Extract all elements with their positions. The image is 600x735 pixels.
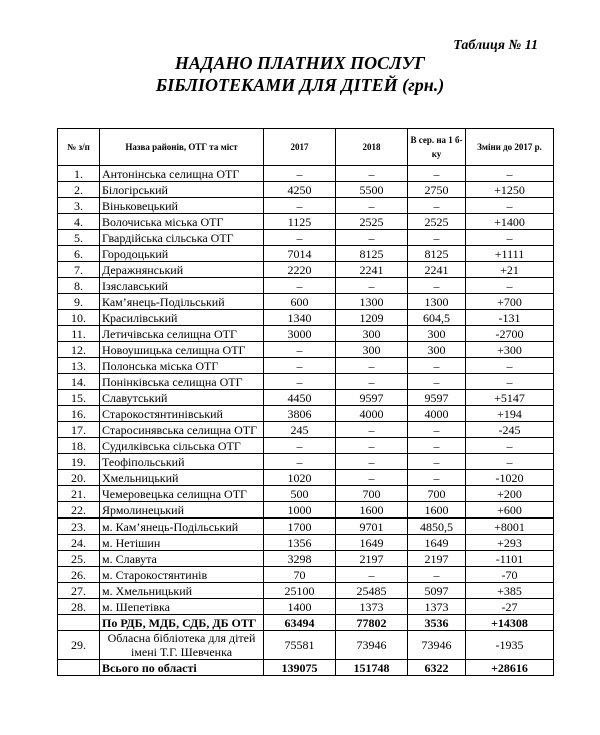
cell-num: 20. (58, 470, 100, 486)
table-row (58, 262, 554, 278)
cell-y2018: 9701 (336, 518, 408, 535)
cell-num: 4. (58, 214, 100, 230)
cell-avg: 1373 (408, 599, 466, 615)
total-avg: 6322 (408, 660, 466, 676)
cell-y2017: 3806 (264, 406, 336, 422)
cell-num: 27. (58, 583, 100, 599)
regional-avg: 73946 (408, 631, 466, 660)
cell-name: Полонська міська ОТГ (100, 358, 264, 374)
table-row (58, 198, 554, 214)
cell-avg: – (408, 567, 466, 583)
cell-y2017: – (264, 438, 336, 454)
table-row (58, 551, 554, 567)
table-row (58, 486, 554, 502)
cell-avg: 1649 (408, 535, 466, 551)
table-row (58, 230, 554, 246)
cell-y2018: – (336, 454, 408, 470)
cell-change: -2700 (466, 326, 554, 342)
cell-avg: – (408, 470, 466, 486)
cell-change: -27 (466, 599, 554, 615)
table-number: Таблиця № 11 (453, 38, 538, 53)
cell-change: – (466, 166, 554, 182)
cell-y2018: 700 (336, 486, 408, 502)
cell-avg: 2750 (408, 182, 466, 198)
table-row (58, 518, 554, 535)
col-header-avg: В сер. на 1 б-ку (408, 129, 466, 166)
cell-y2017: 500 (264, 486, 336, 502)
title-line-2: БІБЛІОТЕКАМИ ДЛЯ ДІТЕЙ (грн.) (155, 75, 445, 95)
cell-y2017: 4250 (264, 182, 336, 198)
cell-y2017: 1700 (264, 518, 336, 535)
table-row (58, 422, 554, 438)
cell-change: +600 (466, 502, 554, 519)
cell-avg: – (408, 166, 466, 182)
cell-num: 17. (58, 422, 100, 438)
cell-name: Ярмолинецький (100, 502, 264, 519)
cell-name: Білогірський (100, 182, 264, 198)
cell-y2017: 600 (264, 294, 336, 310)
cell-avg: 2241 (408, 262, 466, 278)
cell-change: +8001 (466, 518, 554, 535)
cell-avg: 604,5 (408, 310, 466, 326)
cell-name: Деражнянський (100, 262, 264, 278)
cell-name: м. Кам’янець-Подільський (100, 518, 264, 535)
cell-avg: 300 (408, 326, 466, 342)
subtotal-num (58, 615, 100, 631)
subtotal-avg: 3536 (408, 615, 466, 631)
cell-num: 9. (58, 294, 100, 310)
col-header-name: Назва районів, ОТГ та міст (100, 129, 264, 166)
cell-y2017: – (264, 374, 336, 390)
cell-avg: – (408, 374, 466, 390)
table-row (58, 567, 554, 583)
total-2017: 139075 (264, 660, 336, 676)
table-row (58, 454, 554, 470)
cell-name: Старокостянтинівський (100, 406, 264, 422)
table-row (58, 358, 554, 374)
cell-name: Старосинявська селищна ОТГ (100, 422, 264, 438)
cell-avg: 2197 (408, 551, 466, 567)
cell-name: Теофіпольський (100, 454, 264, 470)
table-row (58, 390, 554, 406)
cell-name: м. Славута (100, 551, 264, 567)
table-row (58, 470, 554, 486)
cell-avg: – (408, 438, 466, 454)
cell-change: +293 (466, 535, 554, 551)
cell-num: 28. (58, 599, 100, 615)
cell-y2017: – (264, 230, 336, 246)
table-row (58, 214, 554, 230)
cell-y2017: 7014 (264, 246, 336, 262)
cell-change: -131 (466, 310, 554, 326)
cell-change: -245 (466, 422, 554, 438)
cell-name: Кам’янець-Подільський (100, 294, 264, 310)
cell-name: Летичівська селищна ОТГ (100, 326, 264, 342)
regional-change: -1935 (466, 631, 554, 660)
table-row (58, 294, 554, 310)
cell-y2018: 25485 (336, 583, 408, 599)
page-title (0, 52, 600, 96)
cell-change: -70 (466, 567, 554, 583)
subtotal-2017: 63494 (264, 615, 336, 631)
cell-num: 14. (58, 374, 100, 390)
cell-y2017: 4450 (264, 390, 336, 406)
col-header-num: № з/п (58, 129, 100, 166)
table-row (58, 182, 554, 198)
cell-avg: – (408, 198, 466, 214)
cell-y2018: 1300 (336, 294, 408, 310)
cell-y2018: 2241 (336, 262, 408, 278)
cell-num: 16. (58, 406, 100, 422)
cell-y2017: – (264, 358, 336, 374)
cell-avg: 700 (408, 486, 466, 502)
cell-avg: 1600 (408, 502, 466, 519)
cell-change: +1111 (466, 246, 554, 262)
cell-y2017: 1356 (264, 535, 336, 551)
cell-name: м. Хмельницький (100, 583, 264, 599)
cell-y2017: – (264, 454, 336, 470)
cell-num: 21. (58, 486, 100, 502)
regional-name: Обласна бібліотека для дітей імені Т.Г. Шевченка (100, 631, 264, 660)
cell-num: 22. (58, 502, 100, 519)
cell-num: 18. (58, 438, 100, 454)
cell-name: Славутський (100, 390, 264, 406)
cell-change: – (466, 438, 554, 454)
cell-y2018: 9597 (336, 390, 408, 406)
cell-avg: – (408, 454, 466, 470)
cell-y2017: 1340 (264, 310, 336, 326)
table-row (58, 374, 554, 390)
cell-y2018: 1600 (336, 502, 408, 519)
cell-change: +200 (466, 486, 554, 502)
subtotal-change: +14308 (466, 615, 554, 631)
table-header-row (58, 129, 554, 166)
cell-y2018: 4000 (336, 406, 408, 422)
cell-y2017: 1000 (264, 502, 336, 519)
cell-y2017: 245 (264, 422, 336, 438)
cell-y2018: – (336, 374, 408, 390)
cell-y2018: – (336, 422, 408, 438)
table-row (58, 342, 554, 358)
cell-y2018: – (336, 198, 408, 214)
cell-avg: – (408, 278, 466, 294)
subtotal-2018: 77802 (336, 615, 408, 631)
cell-y2018: 2197 (336, 551, 408, 567)
cell-num: 15. (58, 390, 100, 406)
cell-change: -1101 (466, 551, 554, 567)
cell-num: 26. (58, 567, 100, 583)
cell-y2018: 8125 (336, 246, 408, 262)
cell-num: 23. (58, 518, 100, 535)
col-header-2018: 2018 (336, 129, 408, 166)
cell-change: – (466, 278, 554, 294)
cell-name: Антонінська селищна ОТГ (100, 166, 264, 182)
cell-y2017: 1125 (264, 214, 336, 230)
regional-num: 29. (58, 631, 100, 660)
cell-change: – (466, 230, 554, 246)
table-row (58, 502, 554, 519)
cell-avg: 5097 (408, 583, 466, 599)
cell-name: м. Старокостянтинів (100, 567, 264, 583)
cell-y2018: – (336, 438, 408, 454)
table-row (58, 599, 554, 615)
cell-num: 5. (58, 230, 100, 246)
cell-change: – (466, 454, 554, 470)
cell-avg: – (408, 422, 466, 438)
table-row (58, 310, 554, 326)
cell-y2017: 25100 (264, 583, 336, 599)
cell-num: 13. (58, 358, 100, 374)
cell-avg: 9597 (408, 390, 466, 406)
cell-y2018: – (336, 358, 408, 374)
table-row (58, 406, 554, 422)
cell-change: – (466, 358, 554, 374)
cell-name: Судилківська сільська ОТГ (100, 438, 264, 454)
total-name: Всього по області (100, 660, 264, 676)
total-2018: 151748 (336, 660, 408, 676)
cell-change: – (466, 374, 554, 390)
cell-avg: 8125 (408, 246, 466, 262)
cell-y2017: 2220 (264, 262, 336, 278)
cell-avg: – (408, 358, 466, 374)
cell-change: +300 (466, 342, 554, 358)
cell-change: +194 (466, 406, 554, 422)
cell-y2017: 3298 (264, 551, 336, 567)
cell-name: Красилівський (100, 310, 264, 326)
cell-y2018: – (336, 567, 408, 583)
cell-change: +700 (466, 294, 554, 310)
cell-change: – (466, 198, 554, 214)
cell-y2017: 1020 (264, 470, 336, 486)
table-row (58, 166, 554, 182)
cell-change: +1250 (466, 182, 554, 198)
cell-y2017: – (264, 166, 336, 182)
cell-num: 10. (58, 310, 100, 326)
cell-name: Чемеровецька селищна ОТГ (100, 486, 264, 502)
subtotal-row (58, 615, 554, 631)
cell-y2018: – (336, 230, 408, 246)
table-row (58, 326, 554, 342)
cell-y2017: – (264, 198, 336, 214)
cell-y2018: 300 (336, 326, 408, 342)
cell-avg: 2525 (408, 214, 466, 230)
cell-y2017: 3000 (264, 326, 336, 342)
cell-name: Новоушицька селищна ОТГ (100, 342, 264, 358)
total-row (58, 660, 554, 676)
cell-change: +385 (466, 583, 554, 599)
cell-y2018: 1649 (336, 535, 408, 551)
cell-y2017: 70 (264, 567, 336, 583)
paid-services-table (57, 128, 554, 676)
total-num (58, 660, 100, 676)
table-row (58, 438, 554, 454)
cell-name: м. Шепетівка (100, 599, 264, 615)
title-line-1: НАДАНО ПЛАТНИХ ПОСЛУГ (174, 53, 426, 73)
cell-num: 12. (58, 342, 100, 358)
table-row (58, 278, 554, 294)
table-row (58, 535, 554, 551)
cell-name: Ізяславський (100, 278, 264, 294)
cell-num: 11. (58, 326, 100, 342)
cell-num: 1. (58, 166, 100, 182)
cell-num: 2. (58, 182, 100, 198)
cell-name: Хмельницький (100, 470, 264, 486)
cell-y2018: 1373 (336, 599, 408, 615)
cell-num: 19. (58, 454, 100, 470)
cell-y2017: – (264, 342, 336, 358)
cell-name: Понінківська селищна ОТГ (100, 374, 264, 390)
cell-num: 8. (58, 278, 100, 294)
cell-avg: 4850,5 (408, 518, 466, 535)
cell-num: 24. (58, 535, 100, 551)
cell-y2018: 5500 (336, 182, 408, 198)
cell-y2018: – (336, 470, 408, 486)
cell-y2018: 1209 (336, 310, 408, 326)
cell-num: 3. (58, 198, 100, 214)
subtotal-name: По РДБ, МДБ, СДБ, ДБ ОТГ (100, 615, 264, 631)
cell-avg: – (408, 230, 466, 246)
cell-avg: 4000 (408, 406, 466, 422)
regional-2018: 73946 (336, 631, 408, 660)
regional-2017: 75581 (264, 631, 336, 660)
table-row (58, 246, 554, 262)
table-row (58, 583, 554, 599)
cell-num: 7. (58, 262, 100, 278)
cell-y2017: 1400 (264, 599, 336, 615)
col-header-change: Зміни до 2017 р. (466, 129, 554, 166)
cell-y2018: 2525 (336, 214, 408, 230)
total-change: +28616 (466, 660, 554, 676)
cell-num: 25. (58, 551, 100, 567)
cell-num: 6. (58, 246, 100, 262)
cell-y2017: – (264, 278, 336, 294)
cell-change: +21 (466, 262, 554, 278)
cell-name: Городоцький (100, 246, 264, 262)
cell-y2018: 300 (336, 342, 408, 358)
cell-y2018: – (336, 166, 408, 182)
cell-name: Віньковецький (100, 198, 264, 214)
col-header-2017: 2017 (264, 129, 336, 166)
cell-change: -1020 (466, 470, 554, 486)
cell-avg: 1300 (408, 294, 466, 310)
regional-row (58, 631, 554, 660)
cell-y2018: – (336, 278, 408, 294)
cell-name: Гвардійська сільська ОТГ (100, 230, 264, 246)
cell-name: Волочиська міська ОТГ (100, 214, 264, 230)
cell-change: +1400 (466, 214, 554, 230)
cell-avg: 300 (408, 342, 466, 358)
cell-name: м. Нетішин (100, 535, 264, 551)
cell-change: +5147 (466, 390, 554, 406)
